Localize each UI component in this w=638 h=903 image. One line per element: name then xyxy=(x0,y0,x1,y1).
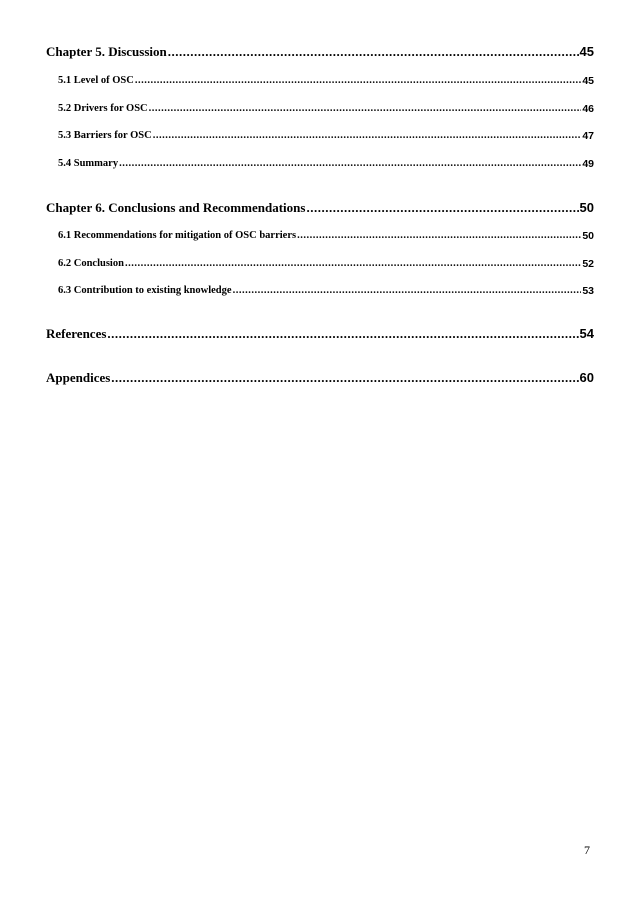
toc-entry-title: 5.4 Summary xyxy=(58,158,119,169)
dot-leader xyxy=(135,76,581,87)
dot-leader xyxy=(153,131,582,142)
page-number: 7 xyxy=(584,843,590,857)
toc-entry-chapter-5[interactable] xyxy=(46,45,594,58)
toc-entry-title: 5.2 Drivers for OSC xyxy=(58,103,148,114)
toc-entry-page: 60 xyxy=(579,370,594,385)
toc-entry-page: 53 xyxy=(582,285,594,297)
dot-leader xyxy=(111,371,578,384)
toc-entry-appendices[interactable] xyxy=(46,371,594,384)
toc-entry-title: 6.2 Conclusion xyxy=(58,258,124,269)
toc-entry-page: 54 xyxy=(579,326,594,341)
toc-entry-6-1[interactable] xyxy=(58,231,594,242)
dot-leader xyxy=(306,201,578,214)
toc-entry-5-2[interactable] xyxy=(58,104,594,115)
dot-leader xyxy=(107,327,578,340)
dot-leader xyxy=(297,231,581,242)
toc-entry-title: Chapter 5. Discussion xyxy=(46,44,167,59)
toc-entry-chapter-6[interactable] xyxy=(46,201,594,214)
toc-entry-references[interactable] xyxy=(46,327,594,340)
toc-entry-page: 46 xyxy=(582,103,594,115)
toc-entry-page: 45 xyxy=(579,44,594,59)
toc-entry-6-3[interactable] xyxy=(58,286,594,297)
toc-entry-page: 50 xyxy=(579,200,594,215)
toc-entry-title: 6.3 Contribution to existing knowledge xyxy=(58,285,232,296)
toc-entry-title: 5.3 Barriers for OSC xyxy=(58,130,152,141)
toc-entry-title: References xyxy=(46,326,107,341)
toc-entry-page: 52 xyxy=(582,258,594,270)
toc-entry-page: 49 xyxy=(582,158,594,170)
toc-entry-page: 50 xyxy=(582,230,594,242)
toc-entry-title: Chapter 6. Conclusions and Recommendations xyxy=(46,200,306,215)
dot-leader xyxy=(168,45,579,58)
dot-leader xyxy=(149,104,582,115)
toc-entry-page: 45 xyxy=(582,75,594,87)
toc-entry-5-3[interactable] xyxy=(58,131,594,142)
toc-entry-title: 6.1 Recommendations for mitigation of OSC barriers xyxy=(58,230,297,241)
dot-leader xyxy=(233,286,582,297)
toc-entry-title: Appendices xyxy=(46,370,111,385)
toc-entry-title: 5.1 Level of OSC xyxy=(58,75,134,86)
dot-leader xyxy=(119,159,581,170)
toc-entry-5-1[interactable] xyxy=(58,76,594,87)
dot-leader xyxy=(125,259,581,270)
toc-entry-6-2[interactable] xyxy=(58,259,594,270)
toc-entry-page: 47 xyxy=(582,130,594,142)
toc-entry-5-4[interactable] xyxy=(58,159,594,170)
